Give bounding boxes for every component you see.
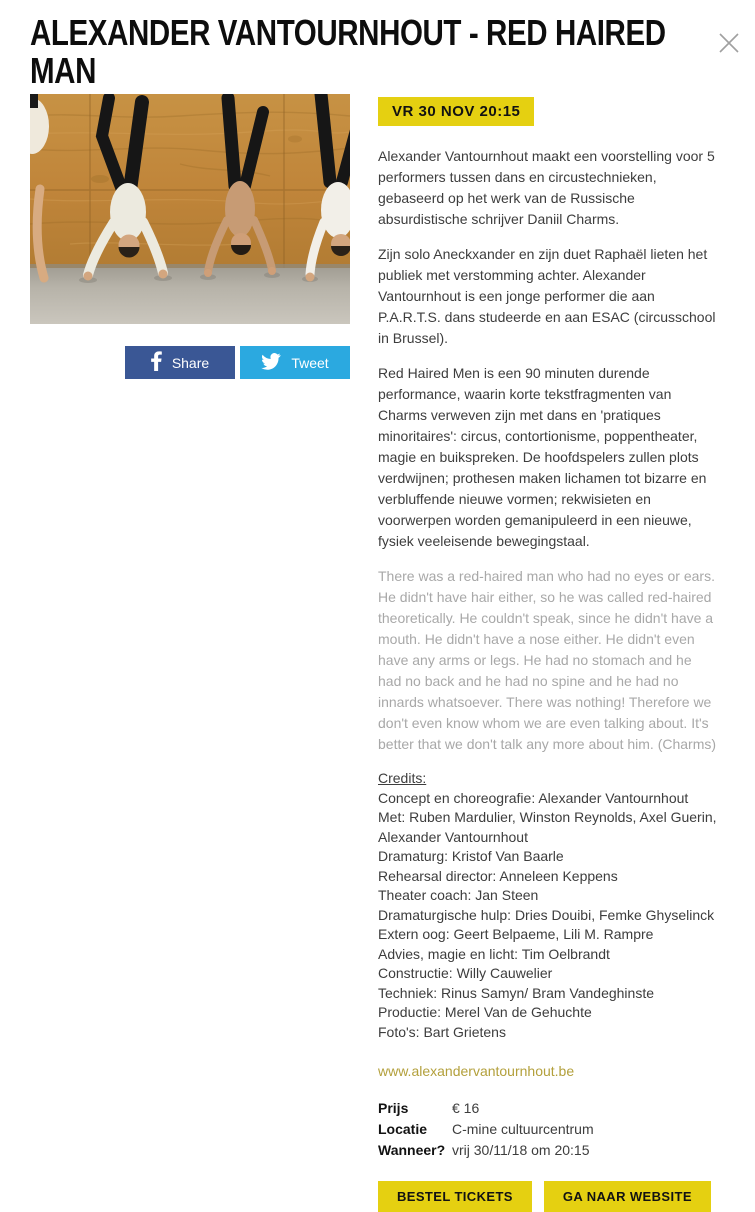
detail-column bbox=[378, 94, 718, 1212]
share-row bbox=[30, 346, 350, 379]
credit-line: Met: Ruben Mardulier, Winston Reynolds, Axel Guerin, Alexander Vantournhout bbox=[378, 809, 717, 845]
facebook-share-label: Share bbox=[171, 354, 210, 371]
media-column bbox=[30, 94, 350, 1212]
info-label: Prijs bbox=[378, 1100, 409, 1116]
quote-paragraph: There was a red-haired man who had no eyes or ears. He didn't have hair either, so he was called red-haired theoretically. He couldn't speak, since he didn't have a mouth. He didn't have a nose either. He didn't even have any arms or legs. He had no stomach and he had no back and he had no spine and he had no innards whatsoever. There was nothing! Therefore we don't even know whom we are even talking about. It's better that we don't talk any more about him. (Charms) bbox=[378, 568, 717, 752]
twitter-icon bbox=[261, 353, 281, 373]
event-paragraph: Alexander Vantournhout maakt een voorstelling voor 5 performers tussen dans en circustechnieken, gebaseerd op het werk van de Russische absurdistische schrijver Daniil Charms. bbox=[378, 148, 715, 227]
credit-line: Constructie: Willy Cauwelier bbox=[378, 965, 553, 981]
info-row-when bbox=[378, 1140, 718, 1161]
credits-heading: Credits: bbox=[378, 770, 427, 786]
credit-line: Foto's: Bart Grietens bbox=[378, 1023, 506, 1040]
event-paragraph: Zijn solo Aneckxander en zijn duet Raphaël lieten het publiek met verstomming achter. Alexander Vantournhout is een jonge performer die aan P.A.R.T.S. dans studeerde en aan ESAC (circusschool in Brussel). bbox=[378, 246, 716, 346]
credit-line: Techniek: Rinus Samyn/ Bram Vandeghinste bbox=[378, 984, 654, 1001]
info-label: Wanneer? bbox=[378, 1142, 446, 1158]
go-to-website-button[interactable]: GA NAAR WEBSITE bbox=[544, 1181, 711, 1212]
credit-line: Dramaturg: Kristof Van Baarle bbox=[378, 848, 564, 864]
credit-line: Extern oog: Geert Belpaeme, Lili M. Rampre bbox=[378, 926, 654, 942]
facebook-icon bbox=[151, 351, 162, 374]
info-value: € 16 bbox=[452, 1100, 480, 1116]
close-button[interactable] bbox=[716, 30, 742, 56]
credit-line: Theater coach: Jan Steen bbox=[378, 887, 539, 903]
date-badge: VR 30 NOV 20:15 bbox=[378, 97, 534, 126]
twitter-tweet-button[interactable] bbox=[240, 346, 350, 379]
event-photo bbox=[30, 94, 350, 324]
artist-website-link[interactable]: www.alexandervantournhout.be bbox=[378, 1063, 575, 1079]
credit-line: Rehearsal director: Anneleen Keppens bbox=[378, 867, 618, 884]
credit-line: Dramaturgische hulp: Dries Douibi, Femke Ghyselinck bbox=[378, 906, 715, 923]
info-value: vrij 30/11/18 om 20:15 bbox=[452, 1142, 590, 1158]
action-buttons bbox=[378, 1181, 718, 1212]
credit-line: Advies, magie en licht: Tim Oelbrandt bbox=[378, 945, 610, 962]
close-icon bbox=[716, 30, 742, 56]
info-row-price bbox=[378, 1098, 718, 1119]
info-value: C-mine cultuurcentrum bbox=[452, 1121, 594, 1137]
facebook-share-button[interactable] bbox=[125, 346, 235, 379]
info-row-location bbox=[378, 1119, 718, 1140]
info-label: Locatie bbox=[378, 1121, 428, 1137]
event-paragraph: Red Haired Men is een 90 minuten durende performance, waarin korte tekstfragmenten van Charms verweven zijn met dans en 'pratiques minoritaires': circus, contortionisme, poppentheater, magie en buikspreken. De hoofdspelers zullen plots verdwijnen; prothesen maken lichamen tot bizarre en verbluffende nieuwe vormen; rekwisieten en voorwerpen worden gemanipuleerd in een nieuwe, fysiek veeleisende bewegingstaal. bbox=[378, 365, 707, 549]
credits-section bbox=[378, 769, 718, 1042]
credit-line: Concept en choreografie: Alexander Vantournhout bbox=[378, 789, 689, 806]
info-table bbox=[378, 1098, 718, 1161]
credit-line: Productie: Merel Van de Gehuchte bbox=[378, 1004, 592, 1020]
page-title: ALEXANDER VANTOURNHOUT - RED HAIRED MAN bbox=[30, 12, 666, 91]
content-area bbox=[30, 94, 755, 1212]
twitter-tweet-label: Tweet bbox=[291, 354, 329, 371]
order-tickets-button[interactable]: BESTEL TICKETS bbox=[378, 1181, 532, 1212]
